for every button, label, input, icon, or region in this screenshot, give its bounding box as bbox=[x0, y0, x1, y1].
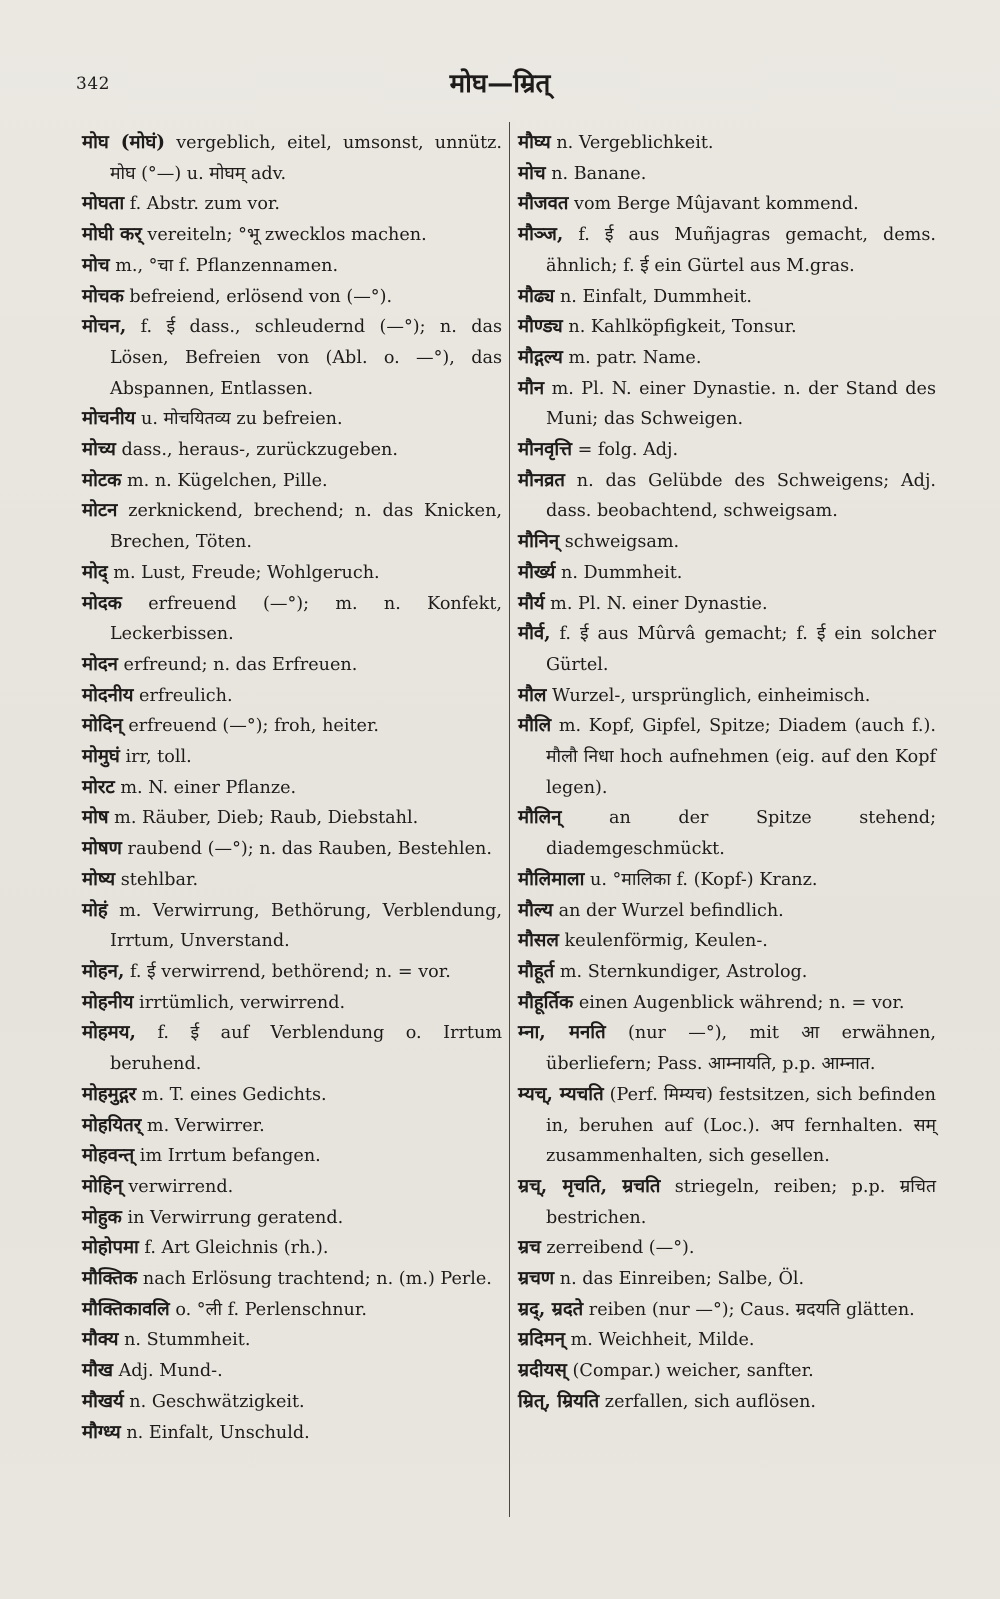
dictionary-entry bbox=[82, 1080, 502, 1111]
entry-definition: zerknickend, brechend; n. das Knicken, Brechen, Töten. bbox=[110, 501, 502, 553]
entry-definition: im Irrtum befangen. bbox=[134, 1146, 321, 1167]
entry-definition: = folg. Adj. bbox=[571, 440, 679, 461]
entry-definition: erfreulich. bbox=[133, 685, 233, 706]
entry-definition: n. das Einreiben; Salbe, Öl. bbox=[554, 1269, 805, 1290]
dictionary-entry bbox=[82, 773, 502, 804]
dictionary-entry bbox=[518, 865, 936, 896]
left-column bbox=[82, 128, 502, 1448]
entry-headword: मोहिन् bbox=[82, 1175, 123, 1197]
entry-definition: zerfallen, sich auflösen. bbox=[599, 1391, 817, 1412]
entry-headword: मोहनीय bbox=[82, 991, 134, 1013]
dictionary-entry bbox=[518, 589, 936, 620]
dictionary-entry bbox=[82, 957, 502, 988]
dictionary-entry bbox=[518, 1387, 936, 1418]
entry-definition: m. Lust, Freude; Wohlgeruch. bbox=[107, 562, 380, 583]
entry-headword: मोष bbox=[82, 807, 109, 829]
column-divider bbox=[509, 122, 510, 1517]
entry-definition: m. Räuber, Dieb; Raub, Diebstahl. bbox=[108, 808, 419, 829]
dictionary-entry bbox=[518, 466, 936, 527]
entry-definition: m. Sternkundiger, Astrolog. bbox=[554, 961, 808, 982]
entry-headword: मोरट bbox=[82, 776, 115, 798]
entry-headword: मोष्य bbox=[82, 868, 116, 890]
dictionary-entry bbox=[82, 1018, 502, 1079]
dictionary-entry bbox=[518, 374, 936, 435]
entry-headword: मोघ (मोघं) bbox=[82, 132, 166, 153]
dictionary-entry bbox=[82, 803, 502, 834]
entry-definition: stehlbar. bbox=[115, 869, 199, 890]
dictionary-entry bbox=[82, 558, 502, 589]
entry-definition: an der Wurzel befindlich. bbox=[553, 900, 784, 921]
entry-headword: म्रदिमन् bbox=[518, 1329, 566, 1351]
dictionary-entry bbox=[518, 957, 936, 988]
dictionary-entry bbox=[518, 558, 936, 589]
entry-definition: f. ई dass., schleudernd (—°); n. das Lösen, Befreien von (Abl. o. —°), das Abspannen, Entlassen. bbox=[110, 317, 502, 399]
entry-headword: मोघी कर् bbox=[82, 224, 142, 246]
entry-headword: मौलि bbox=[518, 715, 552, 737]
entry-headword: मोदन bbox=[82, 653, 118, 675]
dictionary-entry bbox=[82, 496, 502, 557]
dictionary-entry bbox=[82, 128, 502, 189]
dictionary-entry bbox=[82, 865, 502, 896]
entry-definition: (nur —°), mit आ erwähnen, überliefern; Pass. आम्नायति, p.p. आम्नात. bbox=[546, 1023, 936, 1075]
right-column bbox=[518, 128, 936, 1418]
entry-headword: मौद्गल्य bbox=[518, 346, 563, 368]
dictionary-entry bbox=[82, 404, 502, 435]
dictionary-entry bbox=[82, 1172, 502, 1203]
entry-headword: मोचनीय bbox=[82, 408, 136, 430]
entry-definition: vergeblich, eitel, umsonst, unnütz. मोघ (°—) u. मोघम् adv. bbox=[110, 133, 502, 184]
dictionary-entry bbox=[518, 1356, 936, 1387]
entry-definition: befreiend, erlösend von (—°). bbox=[123, 286, 393, 307]
entry-definition: f. ई verwirrend, bethörend; n. = vor. bbox=[124, 961, 451, 982]
dictionary-entry bbox=[518, 312, 936, 343]
dictionary-entry bbox=[82, 1356, 502, 1387]
entry-headword: मौख bbox=[82, 1360, 113, 1382]
entry-definition: n. das Gelübde des Schweigens; Adj. dass. beobachtend, schweigsam. bbox=[546, 470, 936, 522]
dictionary-entry bbox=[518, 803, 936, 864]
entry-headword: मोदक bbox=[82, 592, 122, 614]
entry-headword: म्ना, मनति bbox=[518, 1022, 606, 1044]
entry-definition: u. मोचयितव्य zu befreien. bbox=[135, 409, 343, 430]
entry-headword: म्यच्, म्यचति bbox=[518, 1083, 604, 1105]
entry-definition: keulenförmig, Keulen-. bbox=[558, 931, 768, 952]
entry-headword: मौर्व, bbox=[518, 623, 551, 645]
entry-headword: मौर्ख्य bbox=[518, 561, 556, 583]
dictionary-entry bbox=[518, 988, 936, 1019]
dictionary-entry bbox=[518, 220, 936, 281]
entry-definition: n. Banane. bbox=[545, 163, 647, 184]
entry-definition: n. Vergeblichkeit. bbox=[550, 133, 714, 153]
entry-definition: f. ई aus Mûrvâ gemacht; f. ई ein solcher Gürtel. bbox=[546, 624, 936, 675]
entry-headword: मोहोपमा bbox=[82, 1237, 139, 1259]
entry-definition: irr, toll. bbox=[119, 747, 192, 768]
entry-definition: m. Pl. N. einer Dynastie. n. der Stand des Muni; das Schweigen. bbox=[544, 378, 936, 430]
entry-definition: u. °मालिका f. (Kopf-) Kranz. bbox=[584, 869, 818, 890]
entry-definition: n. Einfalt, Dummheit. bbox=[554, 286, 752, 307]
dictionary-entry bbox=[518, 282, 936, 313]
entry-headword: मोच bbox=[82, 254, 110, 276]
entry-definition: n. Einfalt, Unschuld. bbox=[120, 1422, 310, 1443]
entry-definition: n. Geschwätzigkeit. bbox=[123, 1391, 305, 1412]
dictionary-entry bbox=[518, 896, 936, 927]
entry-headword: मोहवन्त् bbox=[82, 1145, 135, 1167]
entry-definition: erfreund; n. das Erfreuen. bbox=[117, 654, 358, 675]
entry-definition: dass., heraus-, zurückzugeben. bbox=[115, 440, 398, 461]
entry-definition: in Verwirrung geratend. bbox=[121, 1207, 344, 1228]
dictionary-entry bbox=[82, 1387, 502, 1418]
entry-headword: म्रचण bbox=[518, 1268, 555, 1290]
dictionary-entry bbox=[82, 1418, 502, 1449]
entry-headword: मौखर्य bbox=[82, 1390, 124, 1412]
dictionary-entry bbox=[518, 189, 936, 220]
entry-definition: m., °चा f. Pflanzennamen. bbox=[109, 255, 339, 276]
entry-definition: m. Kopf, Gipfel, Spitze; Diadem (auch f.). मौलौ निधा hoch aufnehmen (eig. auf den Kopf legen). bbox=[546, 716, 936, 798]
entry-headword: मोहमय, bbox=[82, 1022, 136, 1044]
entry-headword: मौक्य bbox=[82, 1329, 119, 1351]
dictionary-entry bbox=[82, 1295, 502, 1326]
entry-definition: m. N. einer Pflanze. bbox=[114, 777, 297, 798]
dictionary-entry bbox=[518, 1080, 936, 1172]
dictionary-entry bbox=[518, 681, 936, 712]
entry-headword: मौनिन् bbox=[518, 531, 560, 553]
dictionary-entry bbox=[82, 834, 502, 865]
entry-definition: erfreuend (—°); m. n. Konfekt, Leckerbissen. bbox=[110, 593, 502, 645]
entry-definition: striegeln, reiben; p.p. म्रचित bestrichen. bbox=[546, 1176, 936, 1228]
entry-headword: मौलिमाला bbox=[518, 868, 585, 890]
dictionary-entry bbox=[518, 435, 936, 466]
entry-definition: Wurzel-, ursprünglich, einheimisch. bbox=[546, 685, 871, 706]
entry-headword: मोचक bbox=[82, 285, 124, 307]
page-number: 342 bbox=[76, 74, 110, 94]
entry-headword: मोद् bbox=[82, 561, 108, 583]
entry-definition: an der Spitze stehend; diademgeschmückt. bbox=[546, 808, 936, 860]
dictionary-entry bbox=[82, 650, 502, 681]
entry-definition: schweigsam. bbox=[559, 532, 680, 553]
entry-headword: म्रच्, मृचति, म्रचति bbox=[518, 1175, 661, 1197]
entry-definition: f. ई auf Verblendung o. Irrtum beruhend. bbox=[110, 1023, 502, 1075]
entry-headword: म्रदीयस् bbox=[518, 1360, 567, 1382]
entry-headword: म्रद्, म्रदते bbox=[518, 1298, 584, 1320]
entry-headword: मोषण bbox=[82, 838, 122, 860]
dictionary-entry bbox=[82, 1233, 502, 1264]
dictionary-entry bbox=[518, 1264, 936, 1295]
entry-definition: f. ई aus Muñjagras gemacht, dems. ähnlich; f. ई ein Gürtel aus M.gras. bbox=[546, 225, 936, 276]
dictionary-entry bbox=[82, 711, 502, 742]
entry-headword: मोटक bbox=[82, 469, 122, 491]
entry-headword: मौण्ड्य bbox=[518, 316, 563, 338]
dictionary-entry bbox=[82, 220, 502, 251]
entry-definition: (Compar.) weicher, sanfter. bbox=[566, 1361, 814, 1382]
entry-definition: n. Stummheit. bbox=[118, 1330, 251, 1351]
entry-definition: m. Verwirrer. bbox=[141, 1115, 265, 1136]
entry-headword: मौघ्य bbox=[518, 132, 551, 153]
entry-headword: मौल्य bbox=[518, 899, 554, 921]
dictionary-entry bbox=[82, 1203, 502, 1234]
entry-definition: zerreibend (—°). bbox=[540, 1238, 695, 1259]
dictionary-entry bbox=[82, 1141, 502, 1172]
entry-definition: n. Kahlköpfigkeit, Tonsur. bbox=[562, 317, 797, 338]
dictionary-entry bbox=[82, 1264, 502, 1295]
entry-definition: m. n. Kügelchen, Pille. bbox=[121, 470, 328, 491]
dictionary-entry bbox=[518, 1295, 936, 1326]
entry-headword: मौर्य bbox=[518, 592, 545, 614]
entry-headword: मौहूर्तिक bbox=[518, 991, 574, 1013]
entry-headword: मोहयितर् bbox=[82, 1114, 142, 1136]
entry-definition: vom Berge Mûjavant kommend. bbox=[568, 194, 859, 215]
entry-definition: vereiteln; °भू zwecklos machen. bbox=[141, 225, 427, 246]
entry-definition: f. Abstr. zum vor. bbox=[124, 194, 280, 215]
entry-definition: m. T. eines Gedichts. bbox=[136, 1084, 327, 1105]
dictionary-entry bbox=[82, 282, 502, 313]
entry-headword: मौग्ध्य bbox=[82, 1421, 121, 1443]
entry-headword: मौसल bbox=[518, 930, 559, 952]
entry-headword: मौढ्य bbox=[518, 285, 555, 307]
entry-headword: मौञ्ज, bbox=[518, 224, 564, 246]
entry-headword: मोहन, bbox=[82, 960, 125, 982]
entry-headword: मोहं bbox=[82, 899, 108, 921]
entry-headword: म्रच bbox=[518, 1237, 541, 1259]
entry-headword: मौजवत bbox=[518, 193, 569, 215]
entry-definition: erfreuend (—°); froh, heiter. bbox=[122, 716, 380, 737]
entry-definition: (Perf. मिम्यच) festsitzen, sich befinden in, beruhen auf (Loc.). अप fernhalten. सम् zusammenhalten, sich gesellen. bbox=[546, 1084, 936, 1167]
entry-headword: मोमुघं bbox=[82, 746, 120, 768]
entry-definition: irrtümlich, verwirrend. bbox=[133, 992, 346, 1013]
entry-headword: मौलिन् bbox=[518, 807, 562, 829]
dictionary-entry bbox=[518, 711, 936, 803]
entry-definition: f. Art Gleichnis (rh.). bbox=[138, 1238, 329, 1259]
dictionary-entry bbox=[518, 1172, 936, 1233]
entry-headword: मौन bbox=[518, 377, 545, 399]
dictionary-entry bbox=[518, 1233, 936, 1264]
dictionary-entry bbox=[518, 128, 936, 159]
entry-headword: म्रित्, म्रियति bbox=[518, 1390, 600, 1412]
dictionary-entry bbox=[82, 1111, 502, 1142]
entry-headword: मोघता bbox=[82, 193, 125, 215]
entry-headword: मोटन bbox=[82, 500, 118, 522]
entry-definition: n. Dummheit. bbox=[555, 562, 683, 583]
entry-headword: मोच्य bbox=[82, 439, 116, 461]
entry-definition: m. Weichheit, Milde. bbox=[565, 1330, 755, 1351]
entry-definition: reiben (nur —°); Caus. म्रदयति glätten. bbox=[583, 1299, 915, 1320]
dictionary-entry bbox=[82, 988, 502, 1019]
dictionary-entry bbox=[518, 1018, 936, 1079]
entry-headword: मौहूर्त bbox=[518, 960, 555, 982]
entry-headword: मोच bbox=[518, 162, 546, 184]
dictionary-entry bbox=[518, 619, 936, 680]
entry-definition: verwirrend. bbox=[122, 1176, 234, 1197]
entry-definition: m. Pl. N. einer Dynastie. bbox=[544, 593, 768, 614]
dictionary-entry bbox=[518, 343, 936, 374]
entry-headword: मोदिन् bbox=[82, 715, 123, 737]
dictionary-entry bbox=[82, 1325, 502, 1356]
entry-definition: o. °ली f. Perlenschnur. bbox=[169, 1299, 367, 1320]
dictionary-entry bbox=[82, 251, 502, 282]
dictionary-entry bbox=[518, 1325, 936, 1356]
dictionary-entry bbox=[82, 589, 502, 650]
entry-headword: मोहुक bbox=[82, 1206, 122, 1228]
entry-definition: nach Erlösung trachtend; n. (m.) Perle. bbox=[137, 1269, 492, 1290]
entry-definition: m. patr. Name. bbox=[562, 347, 702, 368]
running-header: मोघ—म्रित् bbox=[449, 69, 551, 99]
entry-headword: मौनवृत्ति bbox=[518, 439, 572, 461]
entry-definition: raubend (—°); n. das Rauben, Bestehlen. bbox=[121, 839, 492, 860]
dictionary-entry bbox=[518, 527, 936, 558]
dictionary-entry bbox=[82, 312, 502, 404]
entry-definition: Adj. Mund-. bbox=[113, 1361, 223, 1382]
dictionary-entry bbox=[82, 466, 502, 497]
entry-headword: मोचन, bbox=[82, 316, 127, 338]
dictionary-entry bbox=[82, 896, 502, 957]
dictionary-entry bbox=[82, 742, 502, 773]
dictionary-entry bbox=[518, 926, 936, 957]
entry-definition: einen Augenblick während; n. = vor. bbox=[573, 992, 905, 1013]
entry-headword: मौक्तिक bbox=[82, 1268, 138, 1290]
entry-headword: मोदनीय bbox=[82, 684, 134, 706]
entry-headword: मौनव्रत bbox=[518, 469, 565, 491]
entry-headword: मौल bbox=[518, 684, 547, 706]
entry-headword: मौक्तिकावलि bbox=[82, 1298, 170, 1320]
entry-headword: मोहमुद्गर bbox=[82, 1083, 137, 1105]
dictionary-entry bbox=[82, 435, 502, 466]
entry-definition: m. Verwirrung, Bethörung, Verblendung, Irrtum, Unverstand. bbox=[107, 900, 502, 952]
dictionary-entry bbox=[82, 189, 502, 220]
dictionary-entry bbox=[518, 159, 936, 190]
dictionary-entry bbox=[82, 681, 502, 712]
